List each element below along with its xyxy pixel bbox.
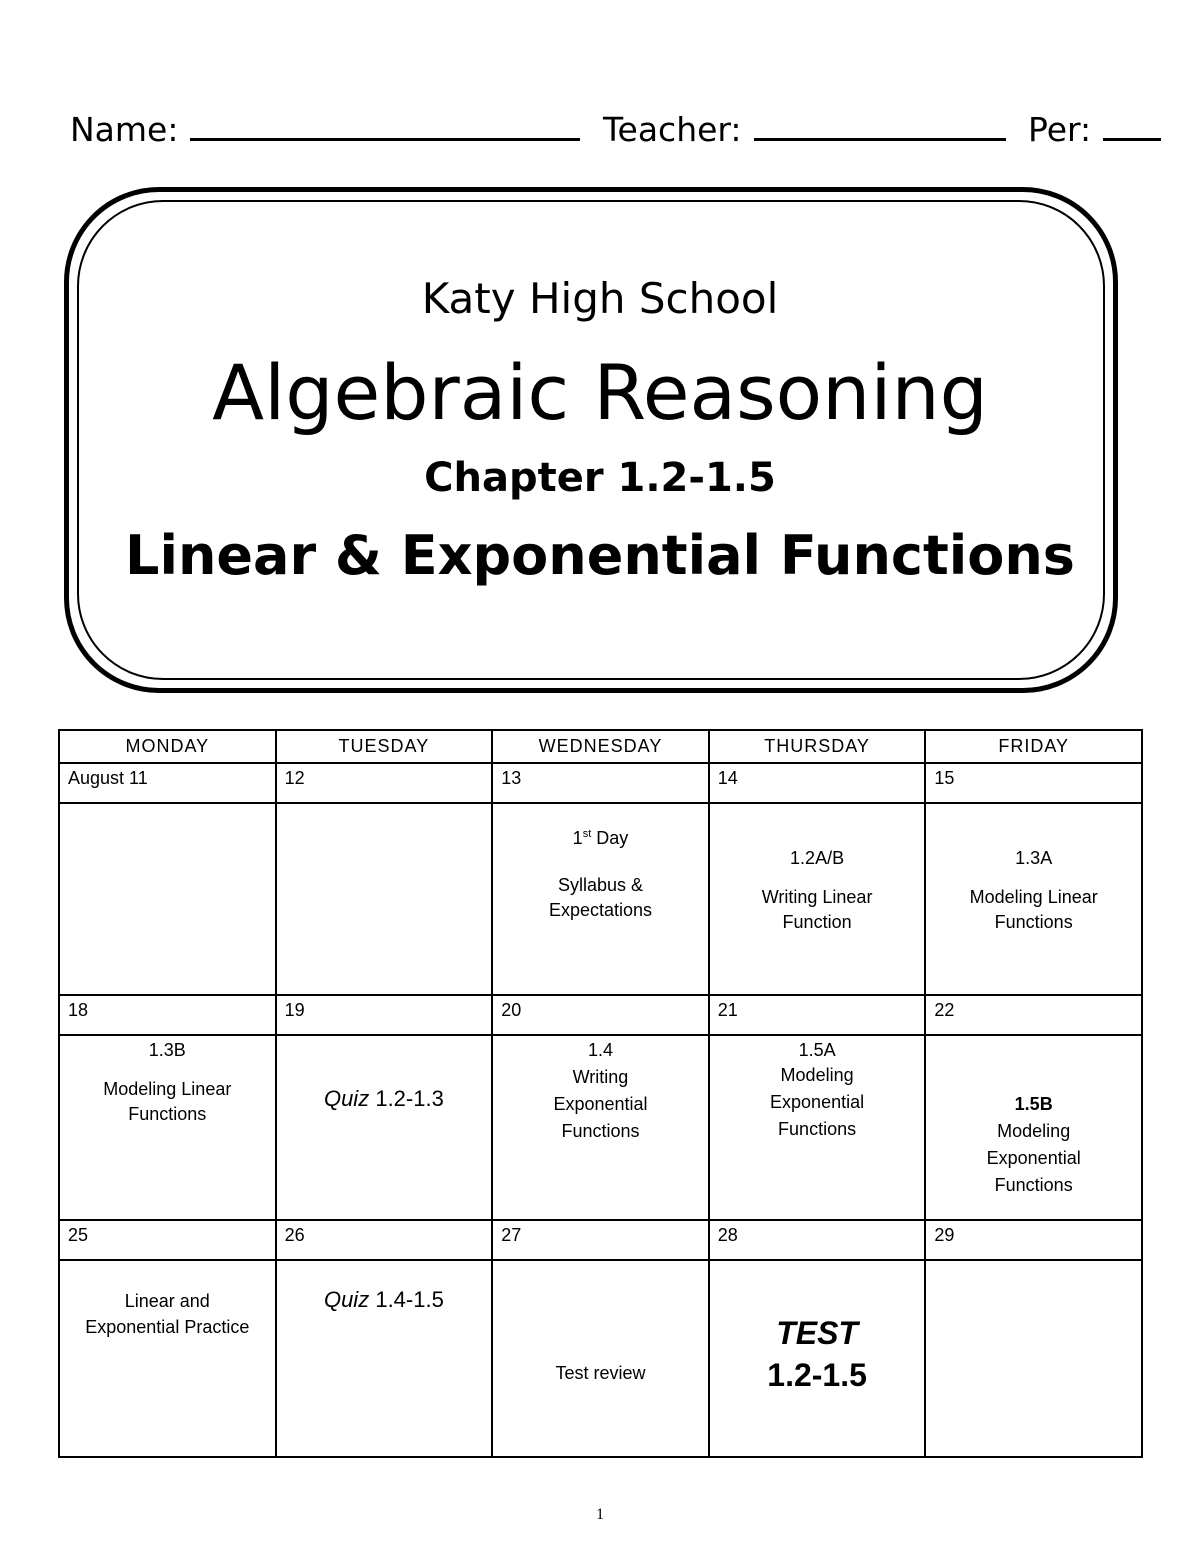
- title-frame-inner-border: [77, 200, 1105, 680]
- date-cell: 18: [59, 995, 276, 1035]
- school-name: Katy High School: [421, 274, 779, 323]
- quiz-word: Quiz: [323, 1287, 370, 1312]
- lesson-text: Functions: [994, 912, 1073, 932]
- quiz-range: 1.4-1.5: [375, 1287, 444, 1312]
- test-range: 1.2-1.5: [767, 1357, 867, 1393]
- calendar-table: [58, 729, 1143, 1458]
- date-cell: August 11: [59, 763, 276, 803]
- lesson-text: Syllabus &: [557, 875, 643, 895]
- date-cell: 26: [276, 1220, 493, 1260]
- date-cell: 27: [492, 1220, 709, 1260]
- lesson-code: 1.3A: [1015, 848, 1053, 868]
- lesson-code: 1.5A: [798, 1040, 836, 1060]
- day-header-row: [59, 730, 1142, 763]
- week1-content-row: [59, 803, 1142, 995]
- day-content-cell: [492, 803, 709, 995]
- lesson-code: 1.3B: [148, 1040, 186, 1060]
- date-cell: 25: [59, 1220, 276, 1260]
- day-header-thursday: THURSDAY: [709, 730, 926, 763]
- period-blank[interactable]: [1103, 108, 1161, 141]
- lesson-code: 1.5B: [1014, 1094, 1053, 1114]
- day-header-monday: MONDAY: [59, 730, 276, 763]
- day-content-cell: [492, 1260, 709, 1457]
- day-content-cell: [925, 1260, 1142, 1457]
- page-number: 1: [596, 1506, 604, 1523]
- lesson-text: Exponential: [770, 1092, 865, 1112]
- student-info-line: [70, 108, 1161, 149]
- lesson-text: Writing: [572, 1067, 629, 1087]
- date-cell: 12: [276, 763, 493, 803]
- period-label: Per:: [1028, 110, 1092, 149]
- lesson-code: 1.2A/B: [790, 848, 845, 868]
- lesson-text: Functions: [128, 1104, 207, 1124]
- day-content-cell: [59, 803, 276, 995]
- lesson-code: 1.4: [587, 1040, 613, 1060]
- lesson-text: Modeling Linear: [969, 887, 1098, 907]
- date-cell: 19: [276, 995, 493, 1035]
- quiz-range: 1.2-1.3: [375, 1086, 444, 1111]
- day-content-cell: [59, 1260, 276, 1457]
- day-content-cell: [925, 1035, 1142, 1220]
- day-content-cell: [276, 803, 493, 995]
- chapter-heading: Chapter 1.2-1.5: [424, 455, 776, 501]
- teacher-blank[interactable]: [754, 108, 1006, 141]
- date-cell: 29: [925, 1220, 1142, 1260]
- lesson-text: Exponential: [986, 1148, 1081, 1168]
- lesson-text: Function: [782, 912, 852, 932]
- day-header-tuesday: TUESDAY: [276, 730, 493, 763]
- day-content-cell: [925, 803, 1142, 995]
- name-label: Name:: [70, 110, 179, 149]
- teacher-label: Teacher:: [602, 110, 742, 149]
- first-day-word: Day: [596, 828, 629, 848]
- title-frame: [64, 187, 1118, 693]
- week3-content-row: [59, 1260, 1142, 1457]
- date-cell: 15: [925, 763, 1142, 803]
- lesson-text: Modeling Linear: [103, 1079, 232, 1099]
- week2-content-row: [59, 1035, 1142, 1220]
- day-content-cell: [276, 1260, 493, 1457]
- lesson-text: Functions: [994, 1175, 1073, 1195]
- date-cell: 21: [709, 995, 926, 1035]
- test-label: TEST: [776, 1315, 858, 1351]
- date-cell: 13: [492, 763, 709, 803]
- topic-heading: Linear & Exponential Functions: [125, 524, 1075, 587]
- lesson-text: Exponential Practice: [85, 1317, 250, 1337]
- lesson-text: Functions: [561, 1121, 640, 1141]
- date-cell: 20: [492, 995, 709, 1035]
- first-day-label: [503, 826, 698, 851]
- first-day-number: 1: [572, 828, 583, 848]
- week3-date-row: [59, 1220, 1142, 1260]
- day-content-cell: [276, 1035, 493, 1220]
- week1-date-row: [59, 763, 1142, 803]
- quiz-word: Quiz: [323, 1086, 370, 1111]
- date-cell: 14: [709, 763, 926, 803]
- lesson-text: Test review: [555, 1363, 646, 1383]
- lesson-text: Expectations: [548, 900, 653, 920]
- quiz-label: [277, 1261, 492, 1312]
- day-content-cell: [492, 1035, 709, 1220]
- lesson-text: Functions: [778, 1119, 857, 1139]
- day-content-cell: [709, 1035, 926, 1220]
- course-title: Algebraic Reasoning: [212, 348, 988, 437]
- day-header-wednesday: WEDNESDAY: [492, 730, 709, 763]
- date-cell: 28: [709, 1220, 926, 1260]
- day-content-cell: [709, 803, 926, 995]
- lesson-text: Modeling: [997, 1121, 1071, 1141]
- day-header-friday: FRIDAY: [925, 730, 1142, 763]
- first-day-ordinal: st: [582, 828, 592, 840]
- name-blank[interactable]: [190, 108, 580, 141]
- lesson-text: Writing Linear: [761, 887, 873, 907]
- lesson-text: Exponential: [553, 1094, 648, 1114]
- quiz-label: [277, 1036, 492, 1111]
- day-content-cell: [59, 1035, 276, 1220]
- date-cell: 22: [925, 995, 1142, 1035]
- lesson-text: Modeling: [780, 1065, 854, 1085]
- day-content-cell: [709, 1260, 926, 1457]
- lesson-text: Linear and: [124, 1291, 210, 1311]
- week2-date-row: [59, 995, 1142, 1035]
